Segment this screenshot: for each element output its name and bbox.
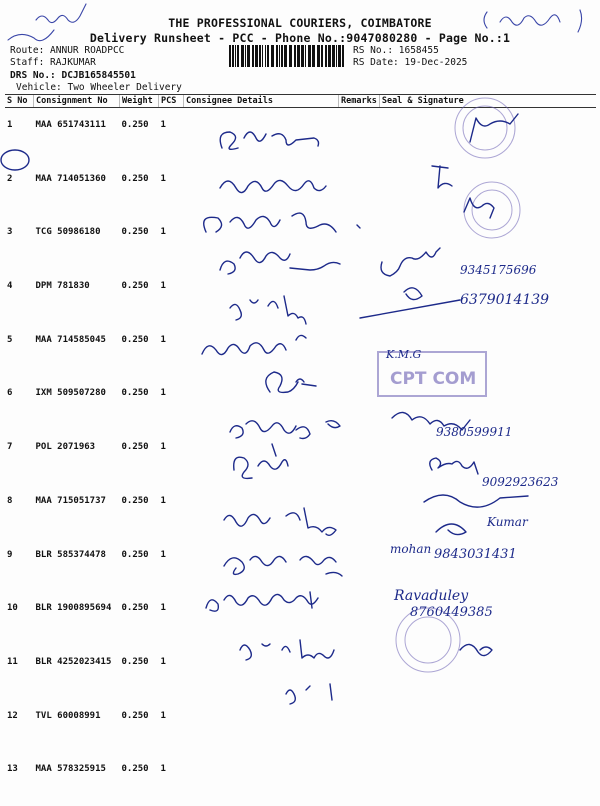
barcode-bar: [312, 45, 315, 67]
col-pcs: PCS: [159, 95, 184, 108]
row-seal: [379, 376, 596, 430]
barcode-bar: [297, 45, 300, 67]
row-consignee: [184, 162, 339, 216]
row-pcs: 1: [160, 281, 166, 292]
barcode-bar: [317, 45, 320, 67]
row-consignee: [184, 323, 339, 377]
table-row: [5, 162, 596, 216]
barcode-bar: [229, 45, 231, 67]
table-header-row: [5, 95, 596, 108]
row-sno: 1: [7, 120, 13, 130]
row-consignee: [184, 538, 339, 592]
phone-8: 9380599911: [436, 425, 513, 439]
row-remarks: [339, 162, 380, 216]
row-seal: [379, 215, 596, 269]
barcode: [229, 45, 347, 67]
table-row: [5, 376, 596, 430]
barcode-bar: [338, 45, 341, 67]
row-remarks: [339, 752, 380, 806]
row-sno: 2: [7, 173, 13, 184]
row-remarks: [339, 645, 380, 699]
phone-12: 8760449385: [410, 605, 493, 620]
col-weight: Weight: [120, 95, 159, 108]
barcode-bar: [342, 45, 344, 67]
drs-label: DRS No.: DCJB165845501: [10, 70, 136, 81]
table-row: [5, 269, 596, 323]
rs-date: RS Date: 19-Dec-2025: [353, 57, 468, 68]
barcode-bar: [328, 45, 331, 67]
row-seal: [379, 538, 596, 592]
row-pcs: 1: [160, 549, 166, 560]
row-sno: 10: [7, 603, 18, 614]
row-pcs: 1: [160, 227, 166, 238]
row-weight: 0.250: [121, 603, 149, 614]
row-pcs: 1: [160, 120, 166, 130]
row-consignee: [184, 591, 339, 645]
row-consignment: BLR 585374478: [35, 549, 106, 560]
row-remarks: [339, 215, 380, 269]
row-seal: [379, 752, 596, 806]
vehicle-label: Vehicle: Two Wheeler Delivery: [16, 82, 182, 93]
row-sno: 7: [7, 442, 13, 453]
barcode-bar: [262, 45, 263, 67]
row-sno: 5: [7, 334, 13, 345]
barcode-bar: [259, 45, 261, 67]
row-pcs: 1: [160, 442, 166, 453]
barcode-bar: [294, 45, 296, 67]
row-remarks: [339, 538, 380, 592]
barcode-bar: [271, 45, 274, 67]
row-weight: 0.250: [121, 173, 149, 184]
receiver-name-10: Kumar: [487, 515, 528, 529]
row-seal: [379, 591, 596, 645]
company-title: THE PROFESSIONAL COURIERS, COIMBATORE: [168, 16, 432, 30]
barcode-bar: [241, 45, 244, 67]
table-row: [5, 108, 596, 162]
barcode-bar: [301, 45, 304, 67]
barcode-bar: [247, 45, 250, 67]
row-consignment: MAA 578325915: [35, 764, 106, 775]
barcode-bar: [336, 45, 337, 67]
row-weight: 0.250: [121, 495, 149, 506]
row-pcs: 1: [160, 173, 166, 184]
phone-4: 9345175696: [460, 263, 537, 277]
row-consignment: TCG 50986180: [35, 227, 101, 238]
row-consignment: TVL 60008991: [35, 710, 101, 721]
col-remarks: Remarks: [339, 95, 380, 108]
barcode-bar: [237, 45, 239, 67]
row-weight: 0.250: [121, 549, 149, 560]
row-weight: 0.250: [121, 764, 149, 775]
row-sno: 4: [7, 281, 13, 292]
barcode-bar: [235, 45, 236, 67]
barcode-bar: [265, 45, 266, 67]
row-seal: [379, 162, 596, 216]
barcode-bar: [305, 45, 306, 67]
phone-9: 9092923623: [482, 475, 559, 489]
row-seal: [379, 430, 596, 484]
table-row: [5, 645, 596, 699]
barcode-bar: [267, 45, 269, 67]
barcode-bar: [255, 45, 258, 67]
row-consignee: [184, 484, 339, 538]
row-weight: 0.250: [121, 388, 149, 399]
row-consignee: [184, 699, 339, 753]
row-sno: 9: [7, 549, 13, 560]
receiver-initials-6: K.M.G: [386, 348, 422, 361]
row-consignment: MAA 651743111: [35, 120, 106, 130]
table-row: [5, 430, 596, 484]
row-pcs: 1: [160, 388, 166, 399]
barcode-bar: [325, 45, 327, 67]
barcode-bar: [332, 45, 335, 67]
row-sno: 8: [7, 495, 13, 506]
table-row: [5, 215, 596, 269]
barcode-bar: [279, 45, 280, 67]
barcode-bar: [245, 45, 246, 67]
staff-label: Staff: RAJKUMAR: [10, 57, 96, 68]
row-weight: 0.250: [121, 281, 149, 292]
row-weight: 0.250: [121, 656, 149, 667]
row-pcs: 1: [160, 334, 166, 345]
row-consignee: [184, 430, 339, 484]
barcode-bar: [252, 45, 254, 67]
row-pcs: 1: [160, 710, 166, 721]
row-consignment: MAA 714585045: [35, 334, 106, 345]
row-sno: 6: [7, 388, 13, 399]
row-seal: [379, 699, 596, 753]
barcode-bar: [321, 45, 323, 67]
col-consignee: Consignee Details: [184, 95, 339, 108]
row-consignment: MAA 714051360: [35, 173, 106, 184]
table-row: [5, 591, 596, 645]
row-consignee: [184, 376, 339, 430]
row-consignment: BLR 4252023415: [35, 656, 112, 667]
table-row: [5, 323, 596, 377]
row-weight: 0.250: [121, 120, 149, 130]
row-seal: [379, 108, 596, 162]
row-remarks: [339, 376, 380, 430]
row-remarks: [339, 699, 380, 753]
col-consignment: Consignment No: [34, 95, 120, 108]
row-pcs: 1: [160, 603, 166, 614]
row-remarks: [339, 430, 380, 484]
row-consignee: [184, 269, 339, 323]
receiver-name-12: Ravaduley: [394, 588, 469, 604]
rs-number: RS No.: 1658455: [353, 45, 439, 56]
table-row: [5, 484, 596, 538]
stamp-text: CPT COM: [390, 369, 477, 389]
barcode-bar: [284, 45, 287, 67]
row-sno: 11: [7, 656, 18, 667]
row-seal: [379, 645, 596, 699]
row-weight: 0.250: [121, 227, 149, 238]
table-row: [5, 699, 596, 753]
row-consignee: [184, 215, 339, 269]
row-pcs: 1: [160, 764, 166, 775]
row-consignee: [184, 645, 339, 699]
table-row: [5, 752, 596, 806]
row-remarks: [339, 323, 380, 377]
row-weight: 0.250: [121, 334, 149, 345]
runsheet-subtitle: Delivery Runsheet - PCC - Phone No.:9047080280 - Page No.:1: [89, 31, 511, 45]
runsheet-table: [5, 94, 596, 806]
phone-5: 6379014139: [460, 292, 550, 308]
row-consignment: MAA 715051737: [35, 495, 106, 506]
row-sno: 13: [7, 764, 18, 775]
row-sno: 12: [7, 710, 18, 721]
barcode-bar: [308, 45, 311, 67]
row-weight: 0.250: [121, 710, 149, 721]
barcode-bar: [289, 45, 292, 67]
row-consignment: IXM 509507280: [35, 388, 106, 399]
row-remarks: [339, 591, 380, 645]
barcode-bar: [232, 45, 234, 67]
row-consignment: DPM 781830: [35, 281, 90, 292]
row-consignment: BLR 1900895694: [35, 603, 112, 614]
row-seal: [379, 323, 596, 377]
row-seal: [379, 269, 596, 323]
table-row: [5, 538, 596, 592]
row-sno: 3: [7, 227, 13, 238]
row-pcs: 1: [160, 495, 166, 506]
row-seal: [379, 484, 596, 538]
row-weight: 0.250: [121, 442, 149, 453]
phone-11: 9843031431: [434, 547, 517, 562]
row-consignee: [184, 752, 339, 806]
receiver-name-11: mohan: [390, 542, 432, 556]
row-consignee: [184, 108, 339, 162]
row-pcs: 1: [160, 656, 166, 667]
barcode-bar: [276, 45, 278, 67]
row-remarks: [339, 484, 380, 538]
barcode-bar: [281, 45, 283, 67]
row-remarks: [339, 108, 380, 162]
row-consignment: POL 2071963: [35, 442, 96, 453]
col-seal: Seal & Signature: [379, 95, 596, 108]
row-remarks: [339, 269, 380, 323]
route-label: Route: ANNUR ROADPCC: [10, 45, 125, 56]
col-sno: S No: [5, 95, 34, 108]
